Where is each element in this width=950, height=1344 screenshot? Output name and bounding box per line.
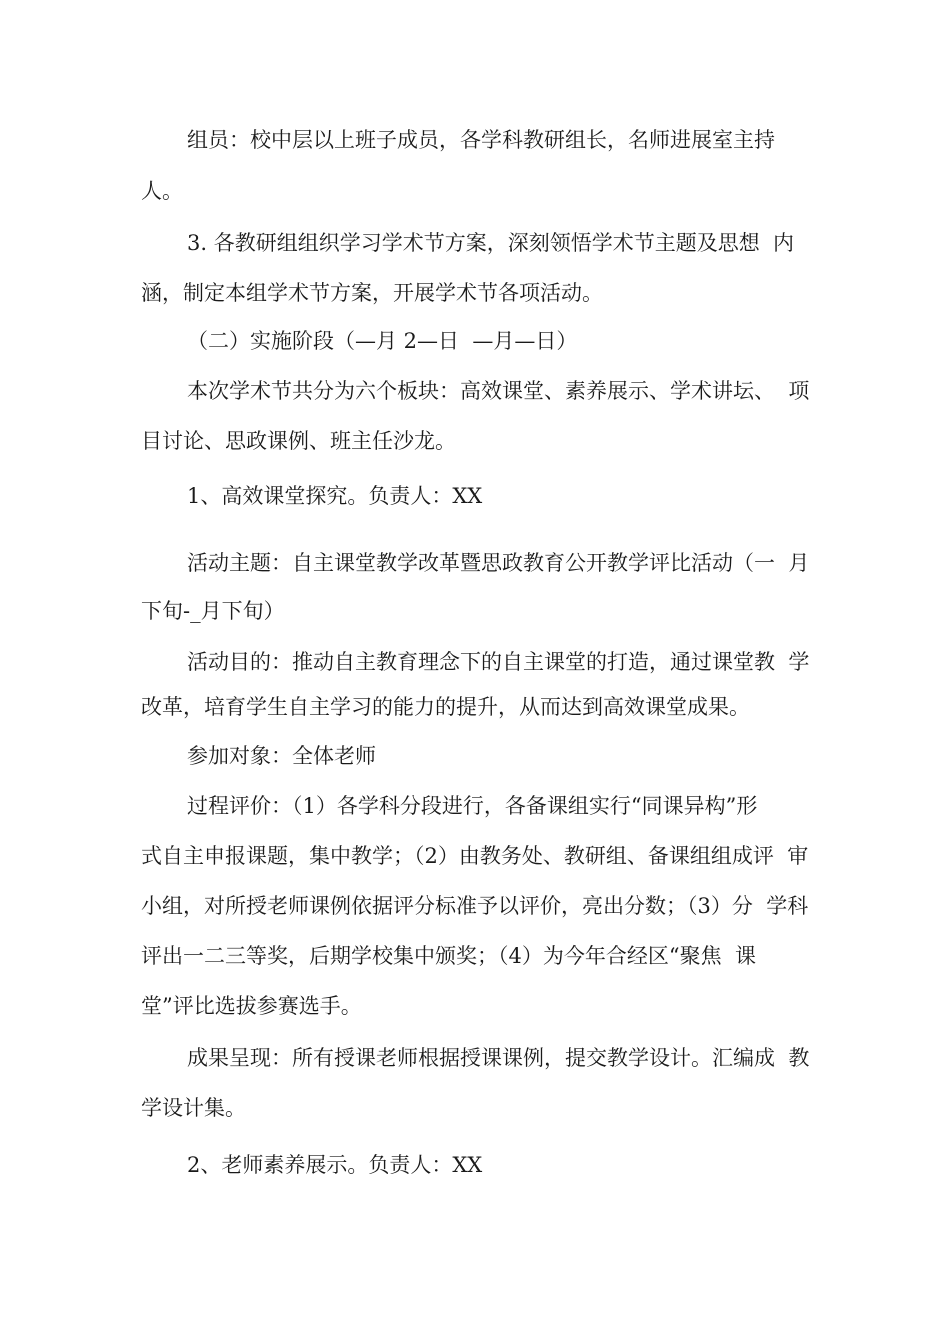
text-line-9: 活动主题：自主课堂教学改革暨思政教育公开教学评比活动（一 月 [187, 551, 810, 575]
text-line-5: （二）实施阶段（—月 2—日 —月—日） [187, 329, 578, 353]
text-line-14: 过程评价：（1）各学科分段进行，各备课组实行“同课异构”形 [187, 794, 758, 818]
text-line-19: 成果呈现：所有授课老师根据授课课例，提交教学设计。汇编成 教 [187, 1046, 810, 1070]
text-line-12: 改革，培育学生自主学习的能力的提升，从而达到高效课堂成果。 [141, 695, 750, 719]
text-line-3: 3. 各教研组组织学习学术节方案，深刻领悟学术节主题及思想 内 [187, 231, 795, 255]
text-line-11: 活动目的：推动自主教育理念下的自主课堂的打造，通过课堂教 学 [187, 650, 810, 674]
text-line-8: 1、高效课堂探究。负责人：XX [187, 484, 483, 508]
text-line-6: 本次学术节共分为六个板块：高效课堂、素养展示、学术讲坛、 项 [187, 379, 810, 403]
text-line-7: 目讨论、思政课例、班主任沙龙。 [141, 429, 456, 453]
text-line-4: 涵，制定本组学术节方案，开展学术节各项活动。 [141, 281, 603, 305]
text-line-15: 式自主申报课题，集中教学；（2）由教务处、教研组、备课组组成评 审 [141, 844, 809, 868]
text-line-20: 学设计集。 [141, 1096, 246, 1120]
text-line-17: 评出一二三等奖，后期学校集中颁奖；（4）为今年合经区“聚焦 课 [141, 944, 756, 968]
text-line-1: 组员：校中层以上班子成员，各学科教研组长，名师进展室主持 [187, 128, 775, 152]
text-line-16: 小组，对所授老师课例依据评分标准予以评价，亮出分数；（3）分 学科 [141, 894, 809, 918]
text-line-10: 下旬-_月下旬） [141, 599, 285, 623]
text-line-13: 参加对象：全体老师 [187, 744, 376, 768]
text-line-2: 人。 [141, 179, 183, 203]
text-line-18: 堂”评比选拔参赛选手。 [141, 994, 362, 1018]
text-line-21: 2、老师素养展示。负责人：XX [187, 1153, 483, 1177]
